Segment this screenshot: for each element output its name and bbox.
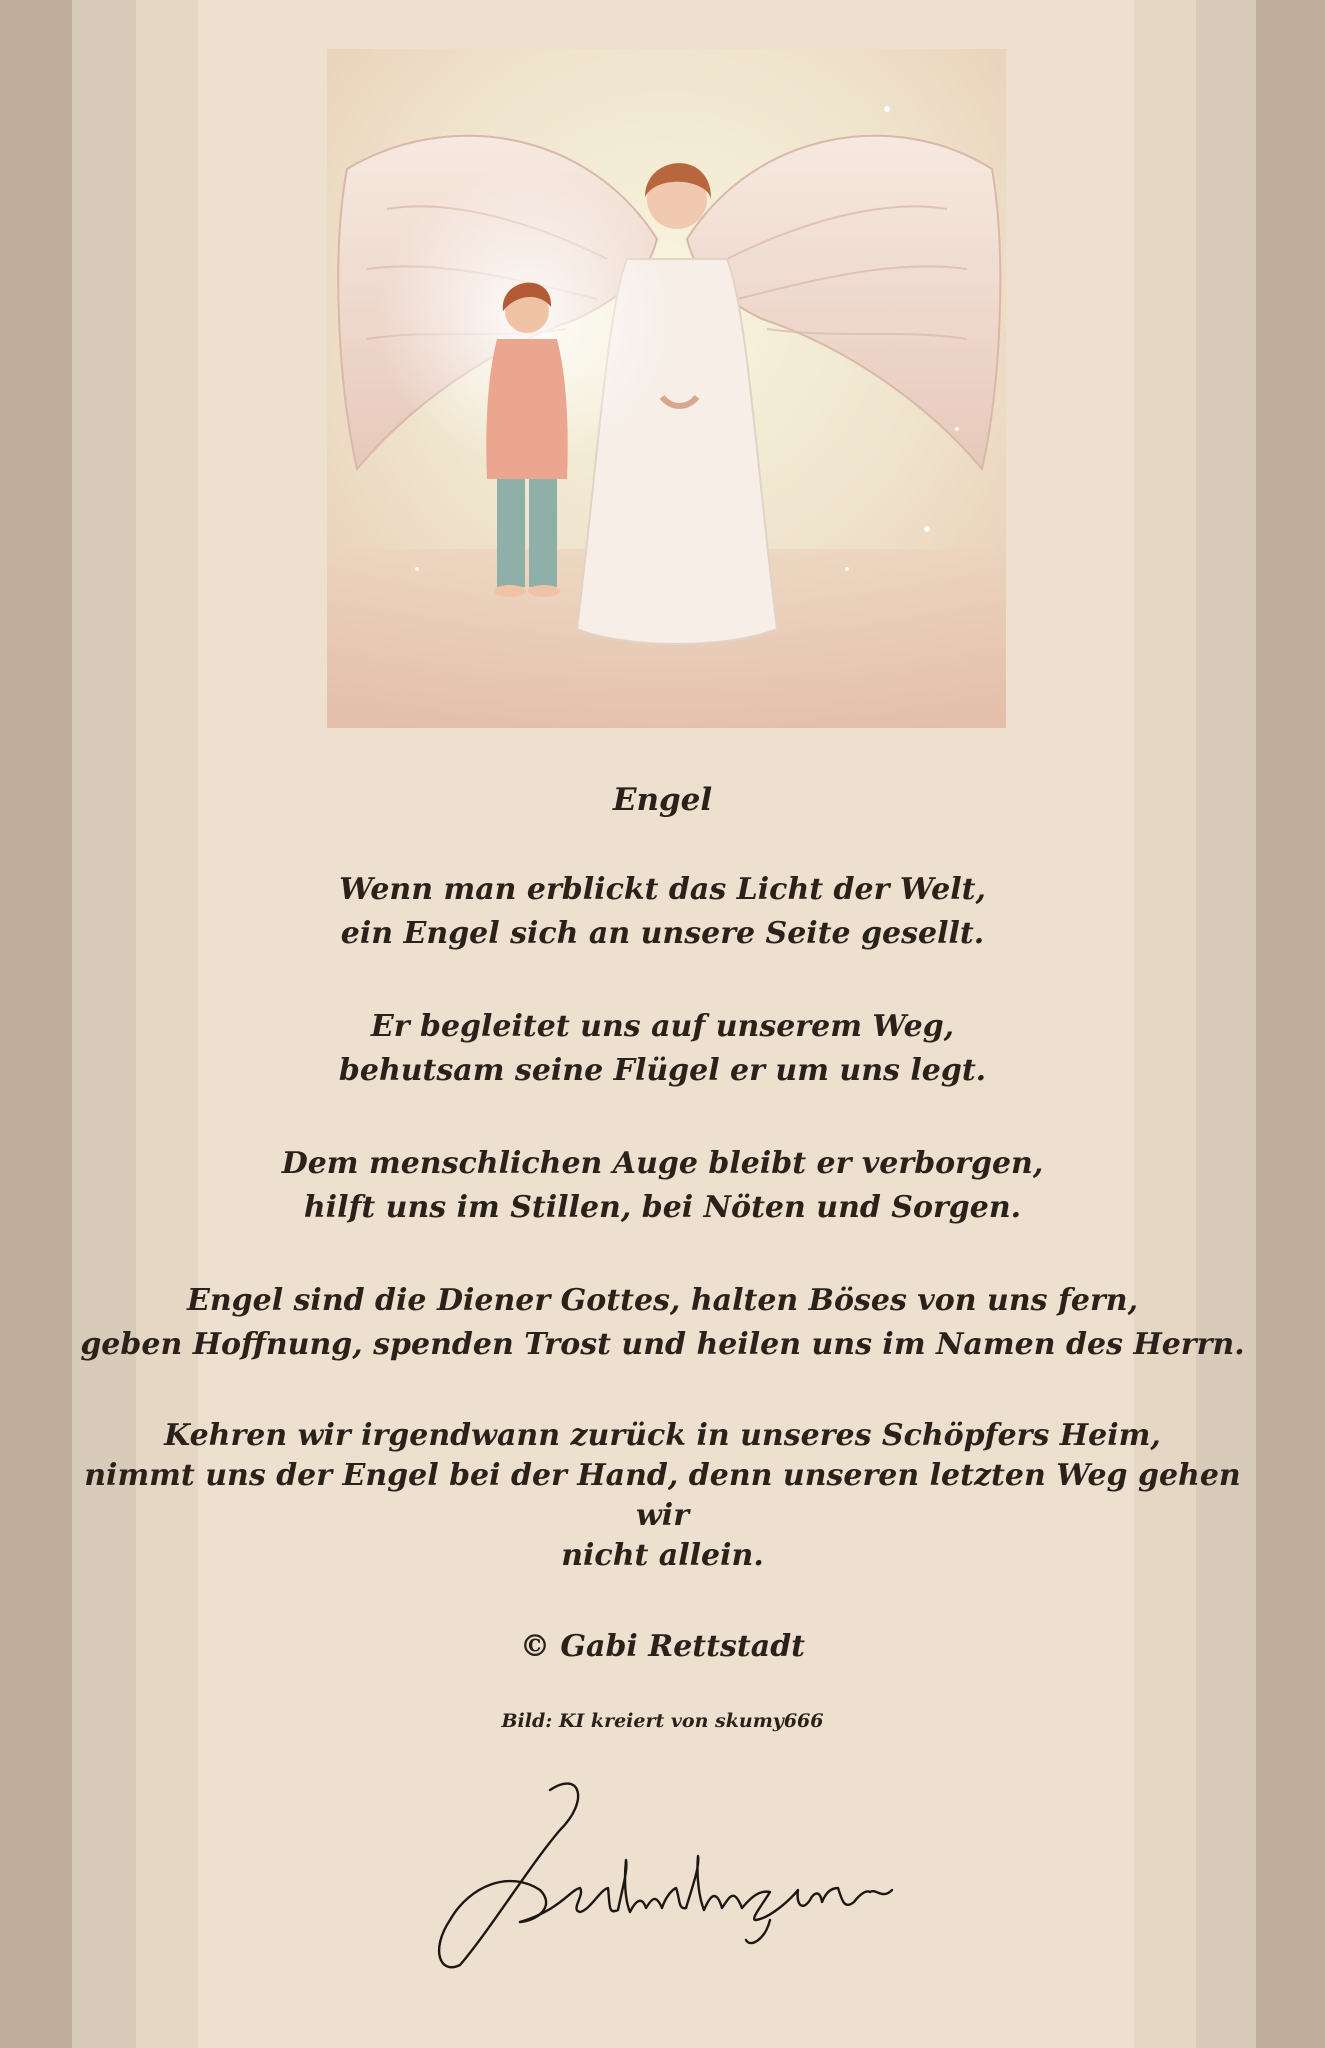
poem-line: Wenn man erblickt das Licht der Welt, xyxy=(339,872,986,907)
image-credit: Bild: KI kreiert von skumy666 xyxy=(501,1710,824,1732)
border-stripe-right-outer xyxy=(1256,0,1325,2048)
poem-line: geben Hoffnung, spenden Trost und heilen uns im Namen des Herrn. xyxy=(80,1327,1245,1362)
poem xyxy=(60,778,1265,1735)
stanza-2 xyxy=(60,1005,1265,1093)
stanza-5 xyxy=(60,1416,1265,1576)
poem-line: Er begleitet uns auf unserem Weg, xyxy=(370,1009,955,1044)
copyright-line: © Gabi Rettstadt xyxy=(519,1629,806,1664)
poem-line: nimmt uns der Engel bei der Hand, denn unseren letzten Weg gehen wir xyxy=(84,1458,1241,1533)
poem-line: Dem menschlichen Auge bleibt er verborgen, xyxy=(281,1146,1044,1181)
poem-line: hilft uns im Stillen, bei Nöten und Sorgen. xyxy=(303,1190,1022,1225)
poem-line: Kehren wir irgendwann zurück in unseres Schöpfers Heim, xyxy=(164,1418,1161,1453)
stanza-1 xyxy=(60,868,1265,956)
stanza-4 xyxy=(60,1279,1265,1367)
poem-line: behutsam seine Flügel er um uns legt. xyxy=(338,1053,987,1088)
poem-line: Engel sind die Diener Gottes, halten Böses von uns fern, xyxy=(186,1283,1139,1318)
angel-illustration xyxy=(327,49,1006,728)
stanza-3 xyxy=(60,1142,1265,1230)
poem-title: Engel xyxy=(612,782,713,818)
poem-line: nicht allein. xyxy=(561,1538,764,1573)
gedichtezauber-signature-logo xyxy=(430,1770,910,1970)
poem-line: ein Engel sich an unsere Seite gesellt. xyxy=(340,916,985,951)
